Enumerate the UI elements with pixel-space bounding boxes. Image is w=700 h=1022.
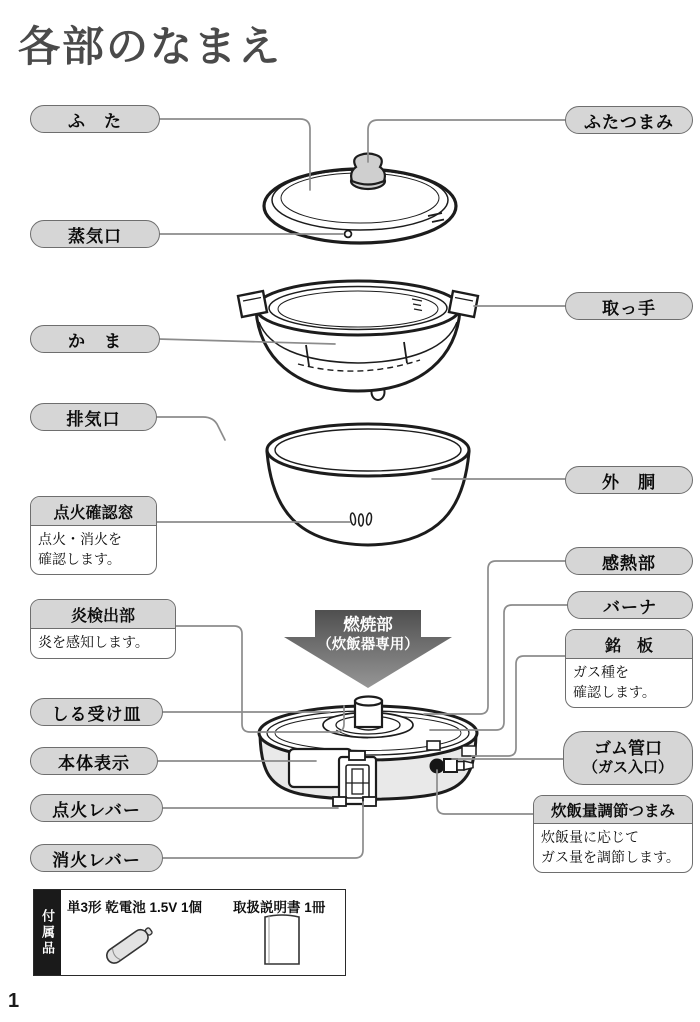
callout-flame-detector <box>30 599 176 659</box>
pot-handle-right <box>449 291 478 317</box>
page-number: 1 <box>8 990 20 1012</box>
callout-lid-knob: ふたつまみ <box>565 106 693 134</box>
callout-nameplate <box>565 629 693 708</box>
combustion-arrow-line-1: 燃焼部 <box>343 616 393 634</box>
flame-detector-title: 炎検出部 <box>31 600 175 629</box>
ignition-window-title: 点火確認窓 <box>31 497 156 526</box>
callout-ignition-lever: 点火レバー <box>30 794 163 822</box>
callout-body-display: 本体表示 <box>30 747 158 775</box>
page-title: 各部のなまえ <box>18 23 283 70</box>
combustion-arrow-line-2: （炊飯器専用） <box>317 636 419 653</box>
callout-lid: ふ た <box>30 105 160 133</box>
rice-adjust-knob-title: 炊飯量調節つまみ <box>534 796 692 824</box>
callout-rubber-tube-port <box>563 731 693 785</box>
callout-drip-tray: しる受け皿 <box>30 698 163 726</box>
nameplate-title: 銘 板 <box>566 630 692 659</box>
ignition-window-desc-1: 点火・消火を <box>38 531 122 547</box>
callout-outer-body: 外 胴 <box>565 466 693 494</box>
nameplate-desc-1: ガス種を <box>573 664 629 680</box>
flame-detector-desc: 炎を感知します。 <box>38 634 149 650</box>
nameplate-detail <box>462 746 476 756</box>
rubber-tube-port-line-2: （ガス入口） <box>582 759 673 777</box>
accessory-manual-label: 取扱説明書 1冊 <box>233 900 326 915</box>
combustion-arrow-label <box>286 615 450 654</box>
pot-handle-left <box>238 291 267 317</box>
pot-illustration <box>238 281 478 400</box>
lever-assembly <box>333 751 376 806</box>
callout-exhaust: 排気口 <box>30 403 157 431</box>
accessories-side-label: 付属品 <box>34 890 61 975</box>
rubber-tube-port-line-1: ゴム管口 <box>594 739 662 758</box>
outer-body-illustration <box>267 424 469 545</box>
rice-adjust-knob-desc-1: 炊飯量に応じて <box>541 829 639 845</box>
burner-base-illustration <box>259 697 477 807</box>
callout-heat-sensor: 感熱部 <box>565 547 693 575</box>
callout-pot: か ま <box>30 325 160 353</box>
callout-burner: バーナ <box>567 591 693 619</box>
steam-vent-hole <box>345 231 352 238</box>
accessory-battery-label: 単3形 乾電池 1.5V 1個 <box>67 900 203 915</box>
callout-handle: 取っ手 <box>565 292 693 320</box>
callout-rice-adjust-knob <box>533 795 693 873</box>
ignition-window-marks <box>350 513 372 526</box>
callout-steam-vent: 蒸気口 <box>30 220 160 248</box>
callout-extinguish-lever: 消火レバー <box>30 844 163 872</box>
rice-adjust-knob-desc-2: ガス量を調節します。 <box>541 848 680 865</box>
nameplate-desc-2: 確認します。 <box>573 683 656 700</box>
ignition-window-desc-2: 確認します。 <box>38 550 121 567</box>
callout-ignition-window <box>30 496 157 575</box>
lid-illustration <box>264 154 456 244</box>
